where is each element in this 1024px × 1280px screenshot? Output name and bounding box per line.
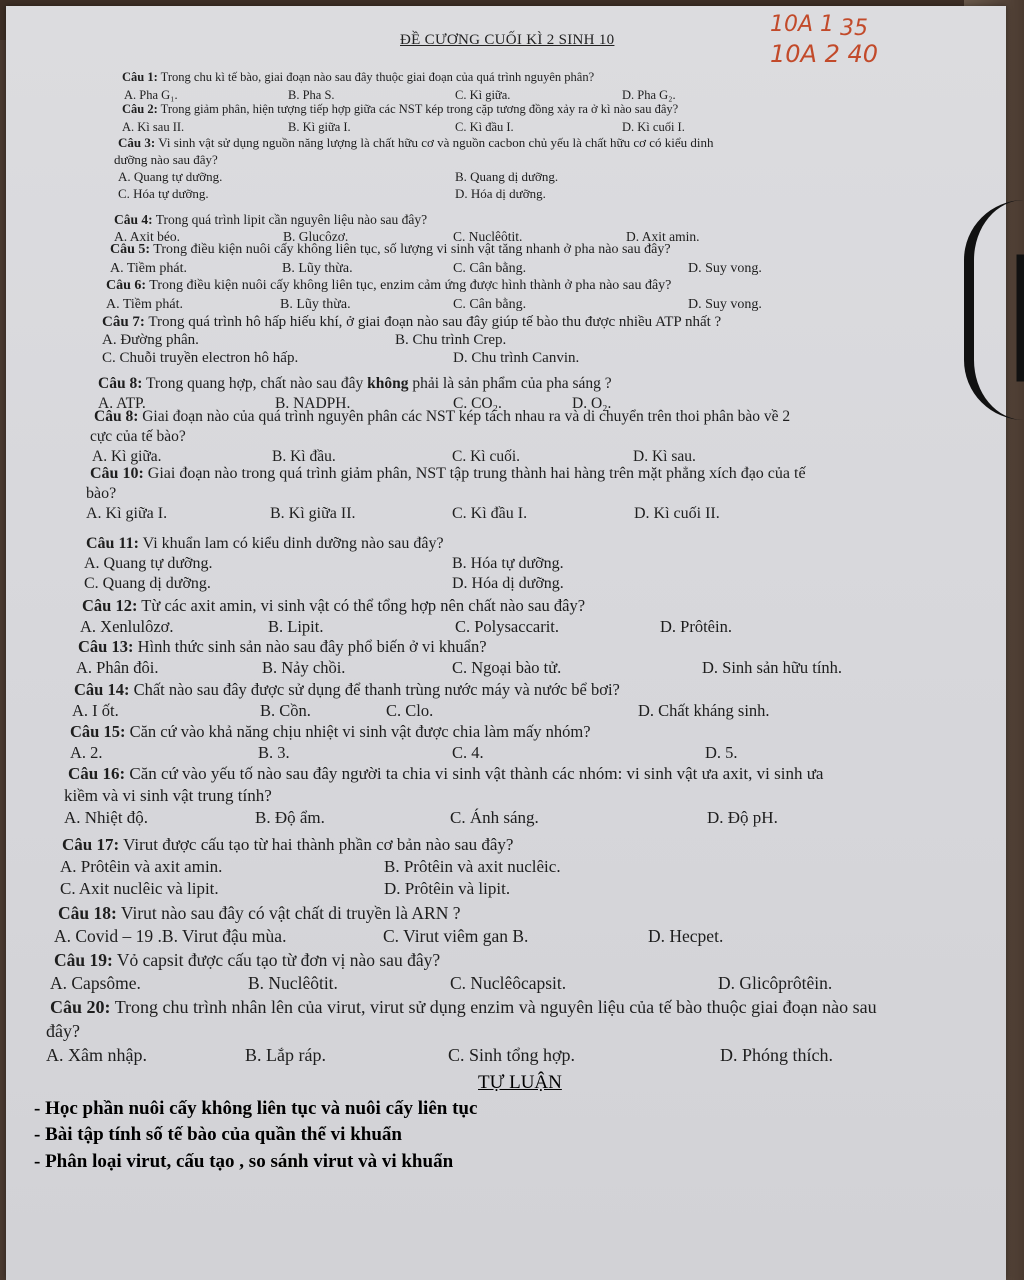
answer-option: D. Hóa dị dưỡng. <box>452 575 564 592</box>
answer-option: D. Chất kháng sinh. <box>638 701 770 720</box>
question-label: Câu 8: <box>98 375 143 392</box>
answer-option: B. Cồn. <box>260 701 311 720</box>
question-label: Câu 20: <box>50 997 111 1017</box>
answer-option: D. Sinh sản hữu tính. <box>702 658 843 677</box>
answer-option: D. Pha G₂. <box>622 88 676 102</box>
question-text: Câu 7: Trong quá trình hô hấp hiếu khí, ở giai đoạn nào sau đây giúp tế bào thu được nhiều ATP nhất ? <box>102 314 722 330</box>
answer-option: C. Kì giữa. <box>455 88 511 102</box>
question-label: Câu 18: <box>58 903 117 923</box>
answer-option: A. Axit béo. <box>114 229 180 244</box>
answer-option: D. Glicôprôtêin. <box>718 973 833 993</box>
answer-option: B. Kì giữa II. <box>270 505 356 522</box>
question-text: Câu 6: Trong điều kiện nuôi cấy không liên tục, enzim cảm ứng được hình thành ở pha nào sau đây? <box>106 278 672 293</box>
question-text: Câu 18: Virut nào sau đây có vật chất di truyền là ARN ? <box>58 903 461 923</box>
question-text-continued: dưỡng nào sau đây? <box>114 152 218 167</box>
essay-item: - Học phần nuôi cấy không liên tục và nuôi cấy liên tục <box>34 1098 478 1119</box>
answer-option: C. Kì cuối. <box>452 448 521 465</box>
answer-option: D. Prôtêin và lipit. <box>384 879 511 898</box>
answer-option: A. Covid – 19 .B. Virut đậu mùa. <box>54 926 287 946</box>
answer-option: B. Pha S. <box>288 88 335 102</box>
answer-option: C. Sinh tổng hợp. <box>448 1045 576 1065</box>
question-label: Câu 10: <box>90 465 144 482</box>
question-text: Câu 11: Vi khuẩn lam có kiểu dinh dưỡng nào sau đây? <box>86 535 444 552</box>
answer-option: B. Hóa tự dưỡng. <box>452 555 564 572</box>
answer-option: D. 5. <box>705 743 738 762</box>
essay-title: TỰ LUẬN <box>478 1072 562 1093</box>
answer-option: C. Chuỗi truyền electron hô hấp. <box>102 350 299 366</box>
answer-option: C. CO₂. <box>453 395 502 412</box>
answer-option: B. 3. <box>258 743 290 762</box>
answer-option: C. Quang dị dưỡng. <box>84 575 211 592</box>
answer-option: A. Pha G₁. <box>124 88 178 102</box>
question-text: Câu 12: Từ các axit amin, vi sinh vật có thể tổng hợp nên chất nào sau đây? <box>82 596 586 615</box>
answer-option: A. Capsôme. <box>50 973 141 993</box>
question-label: Câu 12: <box>82 596 138 615</box>
answer-option: C. Kì đầu I. <box>452 505 528 522</box>
question-text: Câu 8: Trong quang hợp, chất nào sau đây không phải là sản phẩm của pha sáng ? <box>98 375 612 392</box>
answer-option: D. Hóa dị dưỡng. <box>455 186 546 201</box>
question-text: Câu 4: Trong quá trình lipit cần nguyên liệu nào sau đây? <box>114 212 428 227</box>
question-label: Câu 7: <box>102 314 145 330</box>
question-text-continued: bào? <box>86 485 117 502</box>
question-label: Câu 11: <box>86 535 139 552</box>
question-text: Câu 19: Vỏ capsit được cấu tạo từ đơn vị nào sau đây? <box>54 950 441 970</box>
answer-option: C. Nuclêôtit. <box>453 229 523 244</box>
answer-option: D. Axit amin. <box>626 229 700 244</box>
document-title: ĐỀ CƯƠNG CUỐI KÌ 2 SINH 10 <box>400 32 615 48</box>
answer-option: B. Kì đầu. <box>272 448 336 465</box>
answer-option: A. Tiềm phát. <box>110 261 188 276</box>
answer-option: D. Kì cuối II. <box>634 505 720 522</box>
answer-option: B. Chu trình Crep. <box>395 332 507 348</box>
question-label: Câu 5: <box>110 242 151 257</box>
question-text: Câu 20: Trong chu trình nhân lên của virut, virut sử dụng enzim và nguyên liệu của tế bào thuộc giai đoạn nào sau <box>50 997 877 1017</box>
question-label: Câu 3: <box>118 135 156 150</box>
answer-option: A. Tiềm phát. <box>106 297 184 312</box>
answer-option: D. Prôtêin. <box>660 617 732 636</box>
answer-option: A. Đường phân. <box>102 332 199 348</box>
answer-option: A. Kì sau II. <box>122 120 185 134</box>
question-label: Câu 14: <box>74 680 130 699</box>
answer-option: B. Nuclêôtit. <box>248 973 338 993</box>
question-text: Câu 8: Giai đoạn nào của quá trình nguyên phân các NST kép tách nhau ra và di chuyển trên thoi phân bào về 2 <box>94 408 791 425</box>
answer-option: D. Suy vong. <box>688 261 762 276</box>
answer-option: C. Cân bằng. <box>453 297 527 312</box>
answer-option: A. Prôtêin và axit amin. <box>60 857 223 876</box>
answer-option: A. ATP. <box>98 395 146 412</box>
answer-option: B. Nảy chồi. <box>262 658 346 677</box>
answer-option: B. Kì giữa I. <box>288 120 351 134</box>
question-label: Câu 1: <box>122 70 158 84</box>
handwritten-note: 35 <box>840 16 868 41</box>
answer-option: C. 4. <box>452 743 484 762</box>
answer-option: B. Lipit. <box>268 617 324 636</box>
answer-option: D. Chu trình Canvin. <box>453 350 580 366</box>
question-text: Câu 3: Vi sinh vật sử dụng nguồn năng lượng là chất hữu cơ và nguồn cacbon chủ yếu là chất hữu cơ có kiểu dinh <box>118 135 714 150</box>
question-text: Câu 15: Căn cứ vào khả năng chịu nhiệt vi sinh vật được chia làm mấy nhóm? <box>70 722 591 741</box>
question-label: Câu 19: <box>54 950 113 970</box>
emphasis-word: không <box>367 375 409 392</box>
answer-option: B. NADPH. <box>275 395 351 412</box>
handwritten-note: 10A 2 40 <box>770 40 879 68</box>
answer-option: C. Polysaccarit. <box>455 617 560 636</box>
question-text: Câu 13: Hình thức sinh sản nào sau đây phổ biến ở vi khuẩn? <box>78 637 487 656</box>
answer-option: C. Ánh sáng. <box>450 808 539 827</box>
question-text: Câu 17: Virut được cấu tạo từ hai thành phần cơ bản nào sau đây? <box>62 835 514 854</box>
answer-option: C. Cân bằng. <box>453 261 527 276</box>
answer-option: C. Hóa tự dưỡng. <box>118 186 209 201</box>
answer-option: A. Xâm nhập. <box>46 1045 147 1065</box>
answer-option: C. Clo. <box>386 701 434 720</box>
answer-option: D. Suy vong. <box>688 297 762 312</box>
answer-option: B. Lũy thừa. <box>282 261 353 276</box>
answer-option: A. Phân đôi. <box>76 658 159 677</box>
question-text: Câu 16: Căn cứ vào yếu tố nào sau đây người ta chia vi sinh vật thành các nhóm: vi sinh vật ưa axit, vi sinh ưa <box>68 764 824 783</box>
answer-option: B. Prôtêin và axit nuclêic. <box>384 857 561 876</box>
question-text: Câu 10: Giai đoạn nào trong quá trình giảm phân, NST tập trung thành hai hàng trên mặt phẳng xích đạo của tế <box>90 465 806 482</box>
essay-item: - Phân loại virut, cấu tạo , so sánh virut và vi khuẩn <box>34 1151 454 1172</box>
question-label: Câu 16: <box>68 764 126 783</box>
answer-option: C. Axit nuclêic và lipit. <box>60 879 219 898</box>
answer-option: D. Độ pH. <box>707 808 778 827</box>
answer-option: A. I ốt. <box>72 701 119 720</box>
answer-option: B. Glucôzơ. <box>283 229 349 244</box>
answer-option: A. 2. <box>70 743 103 762</box>
answer-option: C. Virut viêm gan B. <box>383 926 529 946</box>
answer-option: A. Quang tự dưỡng. <box>84 555 213 572</box>
question-text: Câu 2: Trong giảm phân, hiện tượng tiếp hợp giữa các NST kép trong cặp tương đồng xảy ra ở kì nào sau đây? <box>122 102 679 116</box>
question-label: Câu 8: <box>94 408 139 425</box>
answer-option: B. Lắp ráp. <box>245 1045 326 1065</box>
answer-option: D. Phóng thích. <box>720 1045 834 1065</box>
answer-option: A. Kì giữa I. <box>86 505 168 522</box>
answer-option: B. Độ ẩm. <box>255 808 325 827</box>
answer-option: C. Nuclêôcapsit. <box>450 973 567 993</box>
question-text: Câu 14: Chất nào sau đây được sử dụng để thanh trùng nước máy và nước bể bơi? <box>74 680 620 699</box>
question-text-continued: kiềm và vi sinh vật trung tính? <box>64 786 272 805</box>
question-text: Câu 1: Trong chu kì tế bào, giai đoạn nào sau đây thuộc giai đoạn của quá trình nguyên phân? <box>122 70 595 84</box>
answer-option: A. Quang tự dưỡng. <box>118 169 223 184</box>
question-label: Câu 4: <box>114 212 153 227</box>
answer-option: B. Quang dị dưỡng. <box>455 169 559 184</box>
answer-option: C. Ngoại bào tử. <box>452 658 562 677</box>
answer-option: B. Lũy thừa. <box>280 297 351 312</box>
question-text: Câu 5: Trong điều kiện nuôi cấy không liên tục, số lượng vi sinh vật tăng nhanh ở pha nào sau đây? <box>110 242 671 257</box>
answer-option: D. Kì cuối I. <box>622 120 685 134</box>
handwritten-note: 10A 1 <box>770 12 835 37</box>
essay-item: - Bài tập tính số tế bào của quần thể vi khuẩn <box>34 1124 402 1145</box>
question-label: Câu 6: <box>106 278 147 293</box>
question-label: Câu 2: <box>122 102 158 116</box>
answer-option: D. Kì sau. <box>633 448 696 465</box>
question-label: Câu 13: <box>78 637 134 656</box>
answer-option: C. Kì đầu I. <box>455 120 514 134</box>
answer-option: A. Kì giữa. <box>92 448 162 465</box>
answer-option: A. Nhiệt độ. <box>64 808 149 827</box>
question-text-continued: cực của tế bào? <box>90 428 186 445</box>
question-text-continued: đây? <box>46 1021 80 1041</box>
answer-option: D. O₂. <box>572 395 612 412</box>
question-label: Câu 15: <box>70 722 126 741</box>
answer-option: A. Xenlulôzơ. <box>80 617 174 636</box>
answer-option: D. Hecpet. <box>648 926 724 946</box>
question-label: Câu 17: <box>62 835 120 854</box>
